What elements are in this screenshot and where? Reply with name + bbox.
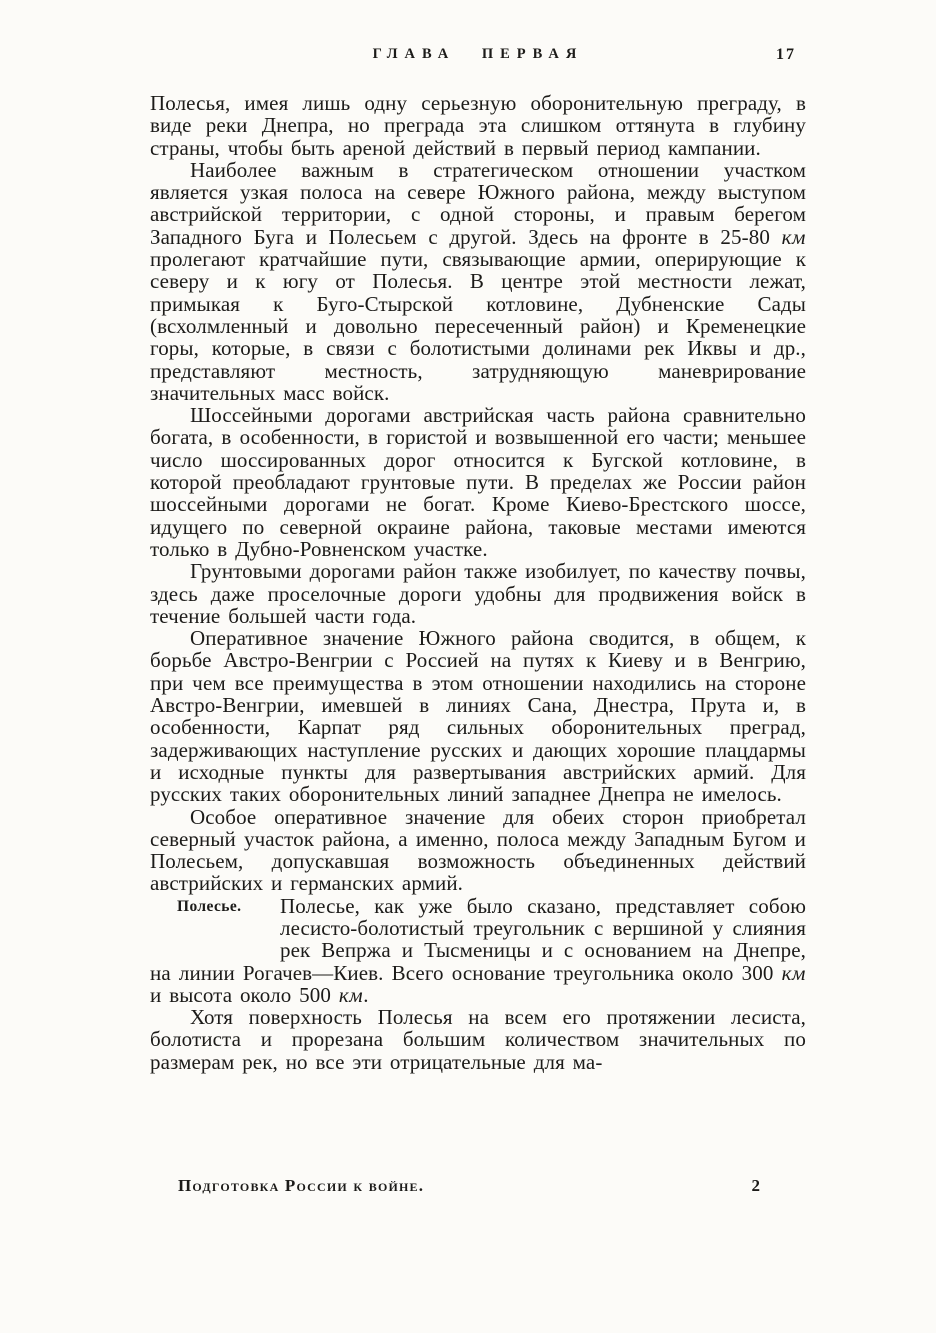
text-segment: Особое оперативное значение для обеих сторон приобретал северный участок района, а именно, полоса между Западным Бугом и Полесьем, допускавшая возможность объединенных действий австрийских и германских армий. [150,804,806,896]
text-segment: Грунтовыми дорогами район также изобилует, по качеству почвы, здесь даже проселочные дороги удобны для продвижения войск в течение большей части года. [150,559,806,628]
italic-text-segment: км [781,960,806,985]
paragraph [150,404,806,560]
paragraph [150,560,806,627]
margin-note: Полесье. [177,897,242,915]
running-head [150,44,806,68]
running-title: Подготовка России к войне. [178,1176,425,1195]
italic-text-segment: км [338,982,364,1007]
paragraph [150,159,806,404]
text-block [150,92,806,1073]
paragraph [150,92,806,159]
paragraph [150,627,806,805]
paragraph [150,806,806,895]
text-segment: Наиболее важным в стратегическом отношении участком является узкая полоса на севере Южного района, между выступом австрийской территории, с одной стороны, и правым берегом Западного Буга и Полесьем с другой. Здесь на фронте в 25-80 [150,157,806,249]
paragraph [150,895,806,1006]
chapter-title: ГЛАВА ПЕРВАЯ [372,46,584,62]
text-segment: Шоссейными дорогами австрийская часть района сравнительно богата, в особенности, в гористой и возвышенной его части; меньшее число шоссированных дорог относится к Бугской котловине, в которой преобладают грунтовые пути. В пределах же России район шоссейными дорогами не богат. Кроме Киево-Брестского шоссе, идущего по северной окраине района, таковые местами имеются только в Дубно-Ровненском участке. [150,403,806,561]
text-segment: Хотя поверхность Полесья на всем его протяжении лесиста, болотиста и прорезана большим количеством значительных по размерам рек, но все эти отрицательные для ма- [150,1005,806,1074]
text-segment: . [363,982,369,1007]
text-segment: Полесья, имея лишь одну серьезную оборонительную преграду, в виде реки Днепра, но преграда эта слишком оттянута в глубину страны, чтобы быть ареной действий в первый период кампании. [150,91,806,160]
text-segment: Оперативное значение Южного района сводится, в общем, к борьбе Австро-Венгрии с Россией на путях к Киеву и в Венгрию, при чем все преимущества в этом отношении находились на стороне Австро-Венгрии, имевшей в линиях Сана, Днестра, Прута и, в особенности, Карпат ряд сильных оборонительных преград, задерживающих наступление русских и дающих хорошие плацдармы и исходные пункты для развертывания австрийских армий. Для русских таких оборонительных линий западнее Днепра не имелось. [150,626,806,807]
text-segment: и высота около 500 [150,982,339,1007]
text-segment: Полесье, как уже было сказано, представляет собою лесисто-болотистый треугольник с вершиной у слияния рек Вепржа и Тысменицы и с основанием на Днепре, на линии Рогачев—Киев. Всего основание треугольника около 300 [150,893,806,985]
paragraph [150,1006,806,1073]
text-segment: пролегают кратчайшие пути, связывающие армии, оперирующие к северу и к югу от Полесья. В центре этой местности лежат, примыкая к Буго-Стырской котловине, Дубненские Сады (всхолмленный и довольно пересеченный район) и Кременецкие горы, которые, в связи с болотистыми долинами рек Иквы и др., представляют местность, затрудняющую маневрирование значительных масс войск. [150,247,806,405]
page-number: 17 [776,46,796,63]
sheet-number: 2 [751,1176,760,1195]
margin-note-box [150,895,280,940]
footer [150,1176,806,1202]
italic-text-segment: км [781,224,806,249]
